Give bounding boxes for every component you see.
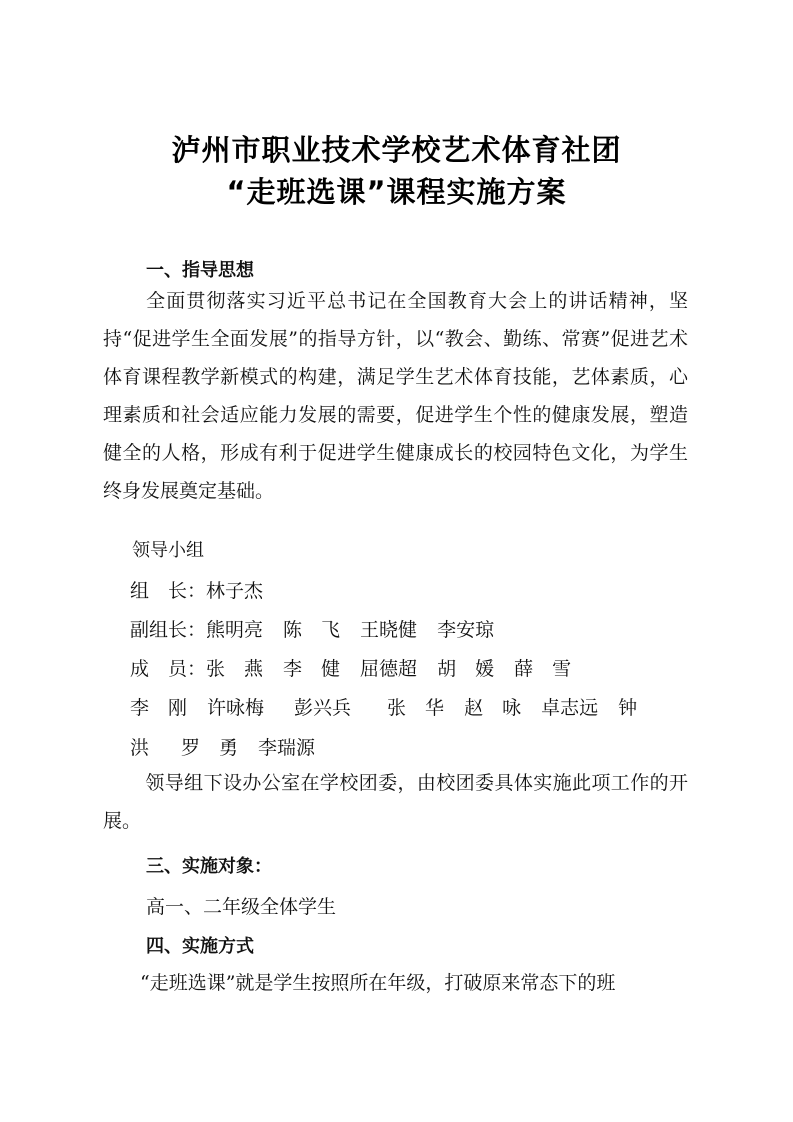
member-name: 卓志远 bbox=[541, 697, 599, 719]
member-name: 张 燕 bbox=[206, 658, 264, 680]
leader-name: 林子杰 bbox=[206, 580, 264, 602]
deputy-name: 熊明亮 bbox=[206, 619, 264, 641]
member-name: 李瑞源 bbox=[258, 737, 316, 759]
member-name: 许咏梅 bbox=[207, 697, 265, 719]
member-name: 赵 咏 bbox=[464, 697, 522, 719]
section4-heading: 四、实施方式 bbox=[146, 936, 254, 957]
member-name: 洪 bbox=[130, 737, 150, 759]
member-name: 李 刚 bbox=[130, 697, 188, 719]
member-row-3 bbox=[130, 733, 315, 760]
section4-body: “走班选课”就是学生按照所在年级，打破原来常态下的班 bbox=[140, 972, 616, 994]
member-row-1 bbox=[130, 654, 571, 681]
deputy-label: 副组长： bbox=[130, 619, 207, 641]
member-name: 胡 媛 bbox=[437, 658, 495, 680]
member-name: 张 华 bbox=[387, 697, 445, 719]
deputy-name: 李安琼 bbox=[437, 619, 495, 641]
member-name: 彭兴兵 bbox=[294, 697, 352, 719]
deputy-name: 陈 飞 bbox=[283, 619, 341, 641]
section2-heading: 领导小组 bbox=[132, 540, 204, 561]
office-note-text: 领导组下设办公室在学校团委，由校团委具体实施此项工作的开展。 bbox=[103, 772, 688, 832]
section1-body-text: 全面贯彻落实习近平总书记在全国教育大会上的讲话精神，坚持“促进学生全面发展”的指导方针，以“教会、勤练、常赛”促进艺术体育课程教学新模式的构建，满足学生艺术体育技能，艺体素质，心理素质和社会适应能力发展的需要，促进学生个性的健康发展，塑造健全的人格，形成有利于促进学生健康成长的校园特色文化，为学生终身发展奠定基础。 bbox=[103, 290, 688, 502]
document-title-line1: 泸州市职业技术学校艺术体育社团 bbox=[171, 133, 622, 167]
office-note bbox=[103, 764, 688, 840]
member-label: 成 员： bbox=[130, 658, 207, 680]
deputy-row bbox=[130, 615, 494, 642]
member-name: 罗 勇 bbox=[181, 737, 239, 759]
section1-heading: 一、指导思想 bbox=[146, 260, 254, 281]
member-name: 钟 bbox=[618, 697, 638, 719]
member-row-2 bbox=[130, 693, 637, 720]
leader-label: 组 长： bbox=[130, 580, 207, 602]
member-name: 屈德超 bbox=[360, 658, 418, 680]
member-name: 李 健 bbox=[283, 658, 341, 680]
section1-body bbox=[103, 282, 688, 510]
leader-row bbox=[130, 576, 263, 603]
member-name: 薛 雪 bbox=[514, 658, 572, 680]
document-title-line2: “走班选课”课程实施方案 bbox=[226, 175, 567, 209]
section3-body: 高一、二年级全体学生 bbox=[146, 896, 337, 918]
section3-heading: 三、实施对象： bbox=[146, 856, 272, 877]
deputy-name: 王晓健 bbox=[360, 619, 418, 641]
